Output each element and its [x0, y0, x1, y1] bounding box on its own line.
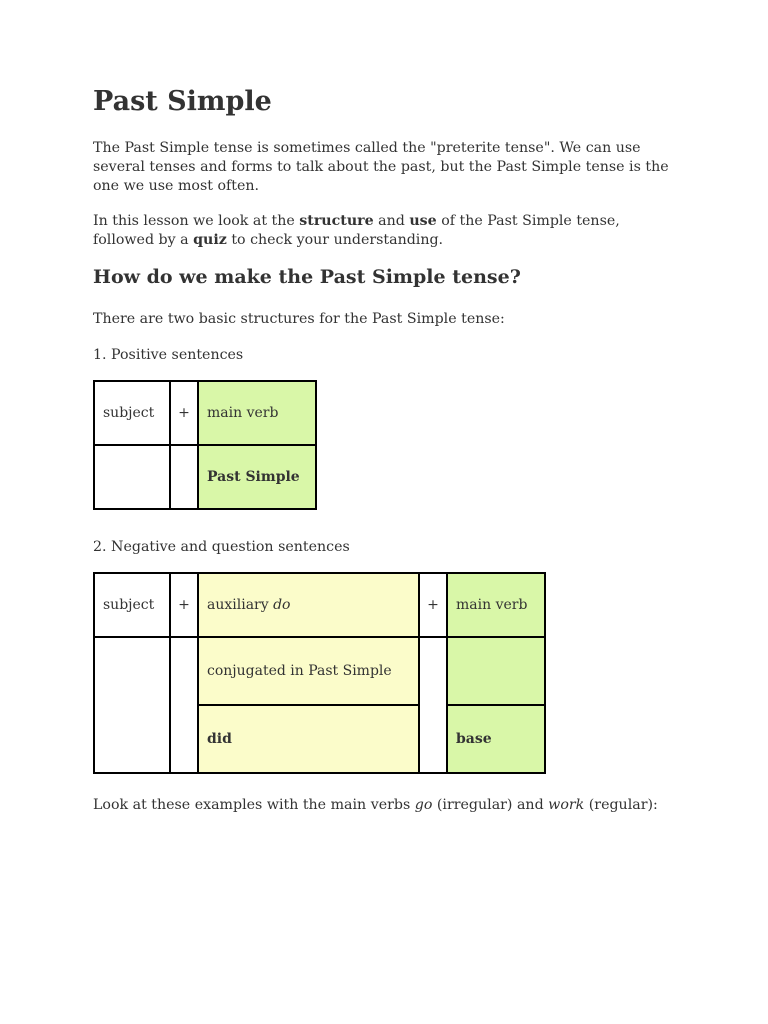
table-row	[94, 573, 545, 637]
structures-intro: There are two basic structures for the Past Simple tense:	[93, 311, 505, 327]
examples-text: Look at these examples with the main verbs	[93, 797, 415, 813]
empty-cell	[94, 637, 170, 773]
empty-cell	[419, 637, 447, 773]
auxiliary-cell	[198, 573, 419, 637]
negative-label: 2. Negative and question sentences	[93, 539, 350, 555]
positive-label: 1. Positive sentences	[93, 347, 244, 363]
subject-cell: subject	[94, 381, 170, 445]
positive-structure-table	[93, 380, 317, 510]
empty-cell	[170, 637, 198, 773]
intro-paragraph-1: The Past Simple tense is sometimes called the "preterite tense". We can use several tenses and forms to talk about the past, but the Past Simple tense is the one we use most often.	[93, 140, 669, 194]
use-word: use	[409, 213, 437, 229]
intro-text: to check your understanding.	[226, 232, 444, 248]
intro-text: and	[373, 213, 410, 229]
plus-cell: +	[170, 573, 198, 637]
go-word: go	[414, 797, 433, 813]
main-verb-cell: main verb	[198, 381, 316, 445]
subject-cell: subject	[94, 573, 170, 637]
base-cell: base	[447, 705, 545, 773]
past-simple-cell: Past Simple	[198, 445, 316, 509]
intro-text: of the Past Simple tense, followed by a	[93, 213, 620, 248]
table-row	[94, 637, 545, 705]
section-heading: How do we make the Past Simple tense?	[93, 266, 521, 288]
plus-cell: +	[170, 381, 198, 445]
did-cell: did	[198, 705, 419, 773]
plus-cell: +	[419, 573, 447, 637]
structure-word: structure	[299, 213, 374, 229]
examples-text: (irregular) and	[432, 797, 549, 813]
auxiliary-do-text: do	[273, 597, 291, 613]
quiz-word: quiz	[193, 232, 227, 248]
page-title: Past Simple	[93, 86, 272, 117]
empty-cell	[170, 445, 198, 509]
work-word: work	[548, 797, 585, 813]
intro-text: In this lesson we look at the	[93, 213, 300, 229]
intro-paragraph-2	[93, 212, 683, 250]
main-verb-cell: main verb	[447, 573, 545, 637]
table-row	[94, 445, 316, 509]
examples-intro	[93, 796, 683, 815]
empty-green-cell	[447, 637, 545, 705]
negative-structure-table	[93, 572, 546, 774]
auxiliary-text: auxiliary	[207, 597, 274, 613]
conjugated-cell: conjugated in Past Simple	[198, 637, 419, 705]
examples-text: (regular):	[584, 797, 658, 813]
empty-cell	[94, 445, 170, 509]
table-row	[94, 381, 316, 445]
